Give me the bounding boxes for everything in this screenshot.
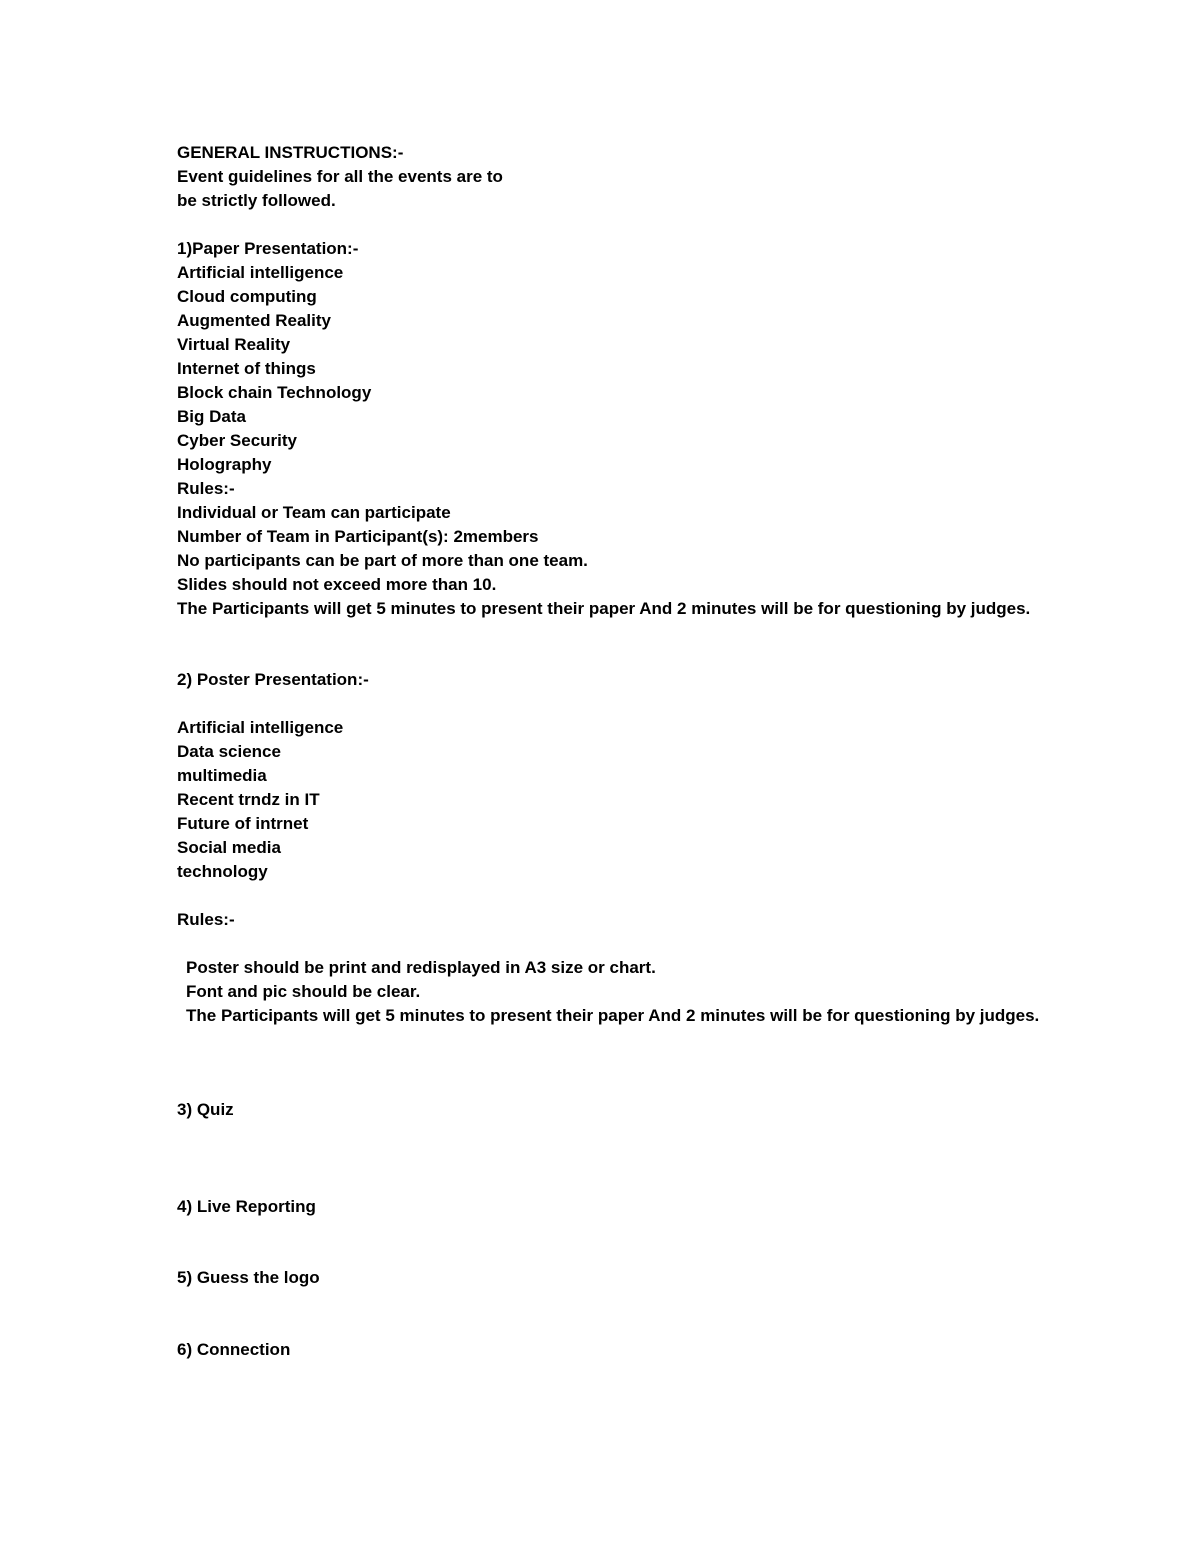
- live-reporting-event-title: 4) Live Reporting: [177, 1197, 316, 1216]
- paper-topic-item: Cloud computing: [177, 287, 317, 306]
- paper-topic-item: Big Data: [177, 407, 246, 426]
- paper-topic-item: Internet of things: [177, 359, 316, 378]
- poster-rule-item: Font and pic should be clear.: [186, 982, 421, 1001]
- poster-topic-item: Recent trndz in IT: [177, 790, 320, 809]
- poster-topic-item: Artificial intelligence: [177, 718, 344, 737]
- paper-rule-item: Slides should not exceed more than 10.: [177, 575, 497, 594]
- general-instructions-line-2: be strictly followed.: [177, 191, 336, 210]
- paper-rules-label: Rules:-: [177, 479, 235, 498]
- paper-rule-item: Individual or Team can participate: [177, 503, 451, 522]
- poster-topic-item: Future of intrnet: [177, 814, 309, 833]
- paper-rule-item: No participants can be part of more than one team.: [177, 551, 588, 570]
- poster-topic-item: Data science: [177, 742, 281, 761]
- paper-topic-item: Holography: [177, 455, 272, 474]
- paper-rule-item: Number of Team in Participant(s): 2members: [177, 527, 539, 546]
- paper-topic-item: Artificial intelligence: [177, 263, 344, 282]
- general-instructions-line-1: Event guidelines for all the events are to: [177, 167, 503, 186]
- poster-topic-item: Social media: [177, 838, 281, 857]
- quiz-event-title: 3) Quiz: [177, 1100, 234, 1119]
- paper-topic-item: Cyber Security: [177, 431, 297, 450]
- poster-rule-item: Poster should be print and redisplayed in A3 size or chart.: [186, 958, 656, 977]
- poster-topic-item: technology: [177, 862, 268, 881]
- poster-presentation-title: 2) Poster Presentation:-: [177, 670, 369, 689]
- paper-topic-item: Block chain Technology: [177, 383, 372, 402]
- poster-topic-item: multimedia: [177, 766, 267, 785]
- paper-rule-item: The Participants will get 5 minutes to present their paper And 2 minutes will be for questioning by judges.: [177, 599, 1031, 618]
- poster-rules-label: Rules:-: [177, 910, 235, 929]
- paper-presentation-title: 1)Paper Presentation:-: [177, 239, 359, 258]
- poster-rule-item: The Participants will get 5 minutes to present their paper And 2 minutes will be for questioning by judges.: [186, 1006, 1040, 1025]
- general-instructions-heading: GENERAL INSTRUCTIONS:-: [177, 143, 404, 162]
- guess-the-logo-event-title: 5) Guess the logo: [177, 1268, 320, 1287]
- paper-topic-item: Virtual Reality: [177, 335, 291, 354]
- connection-event-title: 6) Connection: [177, 1340, 291, 1359]
- paper-topic-item: Augmented Reality: [177, 311, 331, 330]
